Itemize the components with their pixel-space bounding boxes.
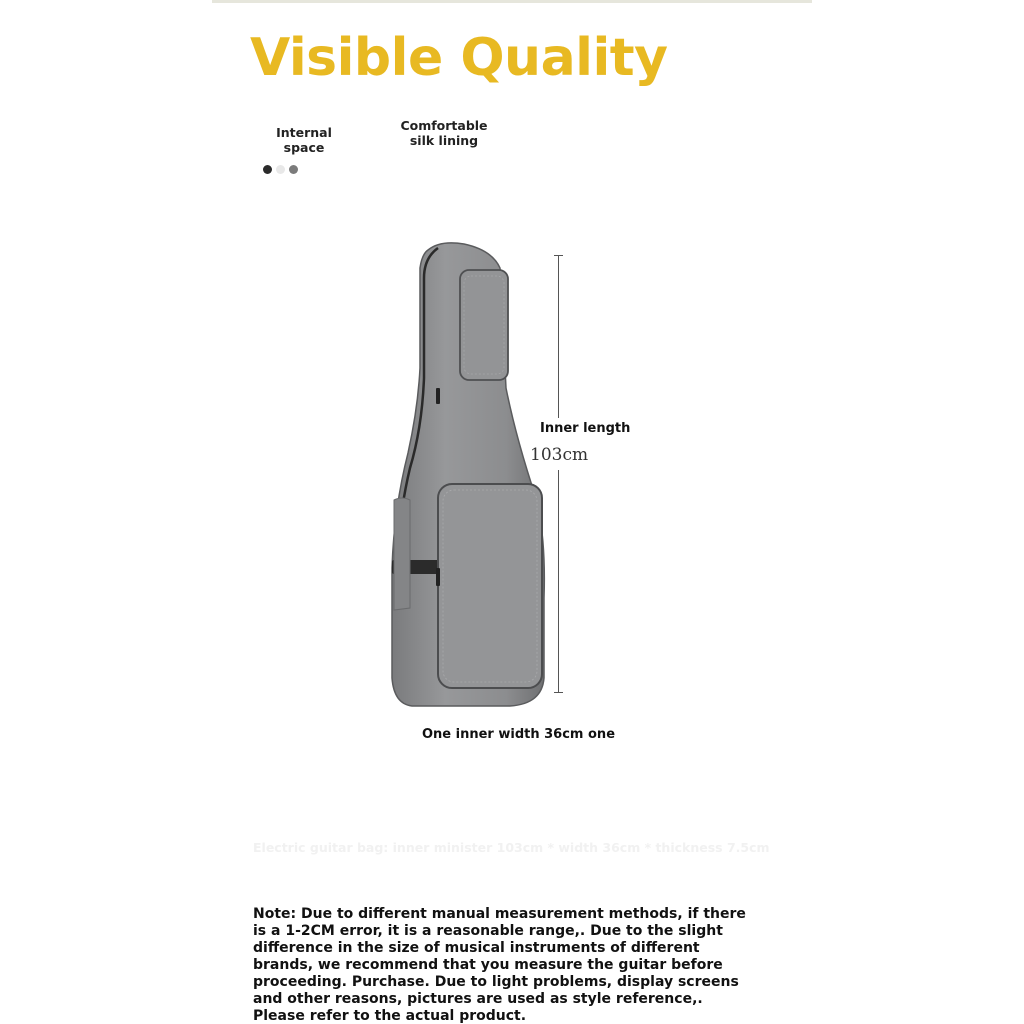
inner-width-label: One inner width 36cm one [422,727,616,742]
inner-length-label: Inner length [540,421,631,436]
measurement-note: Note: Due to different manual measurement methods, if there is a 1-2CM error, it is a reasonable range,. Due to the slight difference in the size of musical instruments of different brands, we recommend that you measure the guitar before proceeding. Purchase. Due to light problems, display screens and other reasons, pictures are used as style reference,. Please refer to the actual product. [253,906,746,1024]
size-caption: Electric guitar bag: inner minister 103cm * width 36cm * thickness 7.5cm [253,840,770,855]
feature-silk-lining: Comfortable silk lining [400,118,488,148]
feature-internal-space: Internal space [276,125,332,155]
guitar-bag-image [380,238,560,708]
lower-pocket [438,484,542,688]
color-swatch-gray[interactable] [289,165,298,174]
length-dimension-line [558,255,559,693]
length-dimension-cap-bottom [554,692,563,693]
color-swatch-dark[interactable] [263,165,272,174]
upper-pocket [460,270,508,380]
top-divider [212,0,812,3]
color-swatch-light[interactable] [276,165,285,174]
length-dimension-cap-top [554,255,563,256]
page-title: Visible Quality [250,28,668,88]
color-swatches [263,165,298,174]
inner-length-value: 103cm [530,445,589,465]
